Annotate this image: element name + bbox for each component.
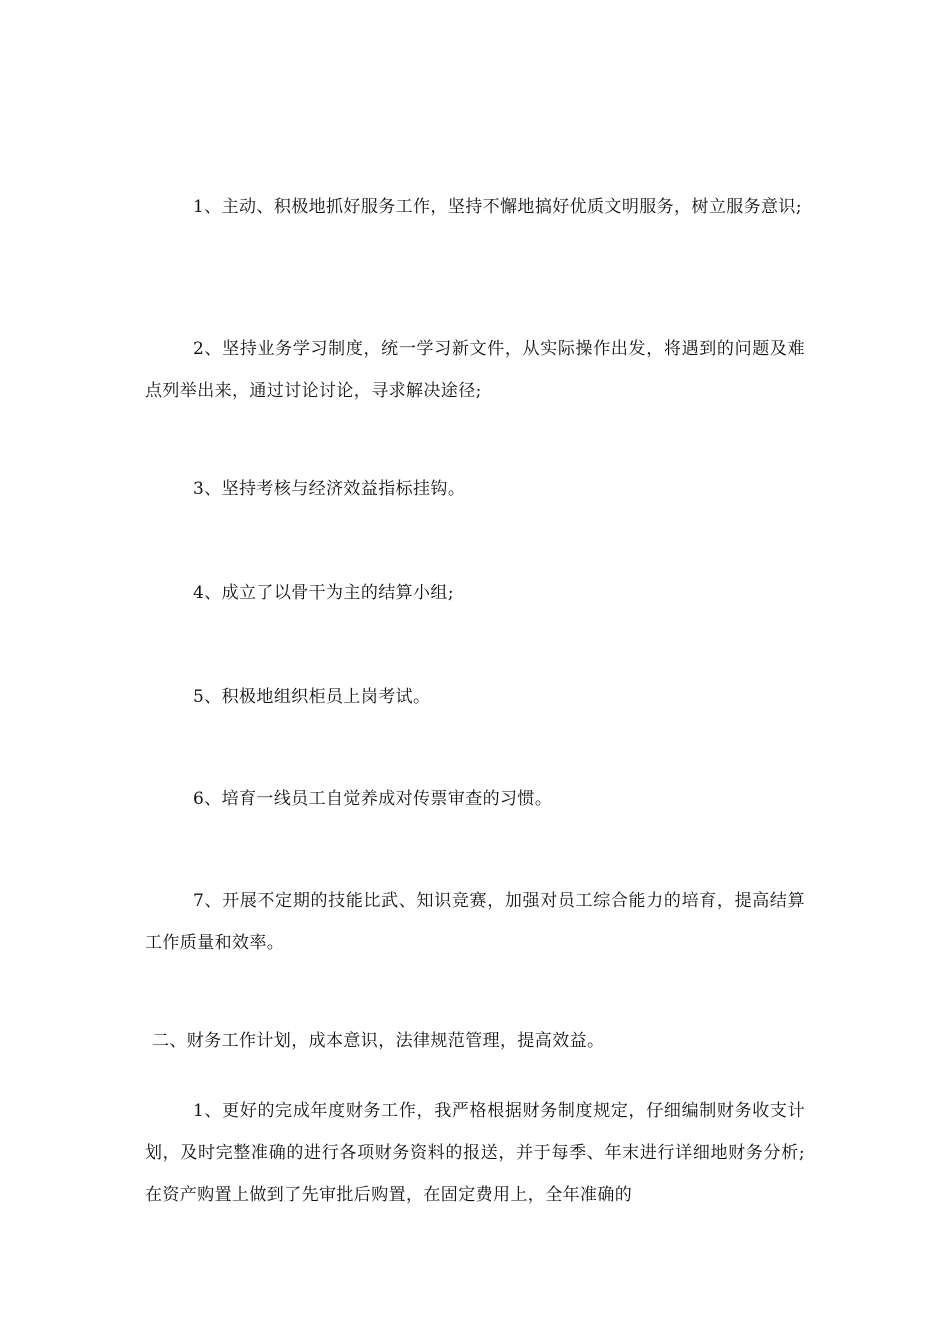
list-item-3: 3、坚持考核与经济效益指标挂钩。 (193, 479, 466, 499)
list-item-6: 6、培育一线员工自觉养成对传票审查的习惯。 (193, 789, 553, 809)
list-item-7: 7、开展不定期的技能比武、知识竞赛，加强对员工综合能力的培育，提高结算工作质量和效率。 (145, 891, 805, 953)
list-item-1: 1、主动、积极地抓好服务工作，坚持不懈地搞好优质文明服务，树立服务意识; (193, 197, 802, 217)
list-item-4: 4、成立了以骨干为主的结算小组; (193, 583, 454, 603)
section-heading: 二、财务工作计划，成本意识，法律规范管理，提高效益。 (152, 1031, 605, 1051)
list-item-2: 2、坚持业务学习制度，统一学习新文件，从实际操作出发，将遇到的问题及难点列举出来，通过讨论讨论，寻求解决途径; (145, 339, 805, 401)
list-item-5: 5、积极地组织柜员上岗考试。 (193, 687, 431, 707)
section-item-1: 1、更好的完成年度财务工作，我严格根据财务制度规定，仔细编制财务收支计划，及时完整准确的进行各项财务资料的报送，并于每季、年末进行详细地财务分析;在资产购置上做到了先审批后购置，在固定费用上，全年准确的 (145, 1101, 805, 1205)
